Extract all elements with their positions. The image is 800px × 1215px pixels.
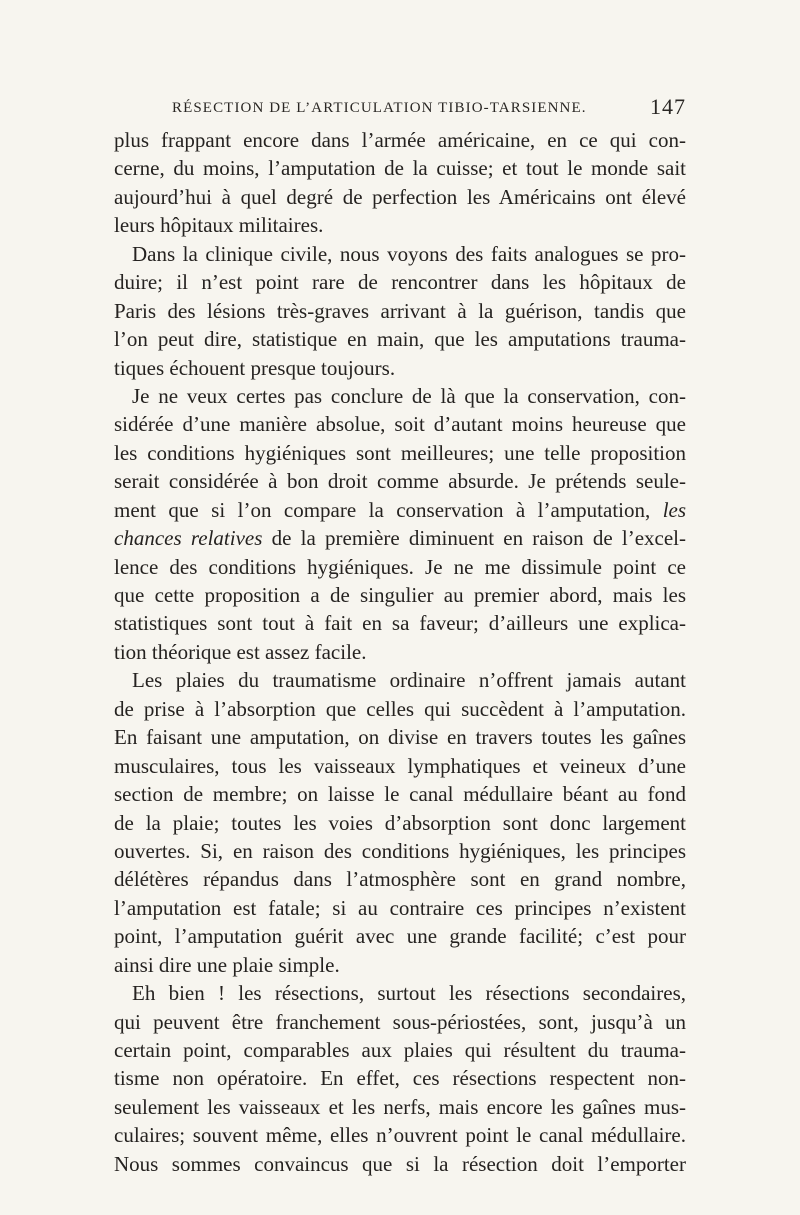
text-line: cerne, du moins, l’amputation de la cuisse; et tout le monde sait — [114, 156, 686, 181]
text-line: leurs hôpitaux militaires. — [114, 213, 324, 238]
body-text — [114, 126, 686, 1178]
text-line-with-italic-end — [114, 496, 686, 524]
text-line: Je ne veux certes pas conclure de là que la conservation, con- — [132, 383, 686, 408]
text-line: qui peuvent être franchement sous-périostées, sont, jusqu’à un — [114, 1009, 686, 1034]
paragraph-2 — [114, 240, 686, 382]
text-line: lence des conditions hygiéniques. Je ne me dissimule point ce — [114, 554, 686, 579]
text-line: duire; il n’est point rare de rencontrer dans les hôpitaux de — [114, 270, 686, 295]
italic-emphasis: chances relatives — [114, 526, 263, 551]
text-line: serait considérée à bon droit comme absurde. Je prétends seule- — [114, 469, 686, 494]
text-line: Nous sommes convaincus que si la résection doit l’emporter — [114, 1151, 686, 1176]
text-line: Dans la clinique civile, nous voyons des faits analogues se pro- — [132, 241, 686, 266]
text-line: point, l’amputation guérit avec une grande facilité; c’est pour — [114, 924, 686, 949]
text-line: ainsi dire une plaie simple. — [114, 952, 340, 977]
running-title: RÉSECTION DE L’ARTICULATION TIBIO-TARSIENNE. — [172, 100, 587, 116]
text-line: sidérée d’une manière absolue, soit d’autant moins heureuse que — [114, 412, 686, 437]
text-line: statistiques sont tout à fait en sa faveur; d’ailleurs une explica- — [114, 611, 686, 636]
text-line: de la plaie; toutes les voies d’absorption sont donc largement — [114, 810, 686, 835]
text-line: musculaires, tous les vaisseaux lymphatiques et veineux d’une — [114, 753, 686, 778]
text-line: délétères répandus dans l’atmosphère sont en grand nombre, — [114, 867, 686, 892]
running-head — [114, 96, 686, 126]
text-line: tiques échouent presque toujours. — [114, 355, 396, 380]
text-line: Paris des lésions très-graves arrivant à la guérison, tandis que — [114, 298, 686, 323]
text-line: plus frappant encore dans l’armée américaine, en ce qui con- — [114, 128, 686, 152]
text-line: que cette proposition a de singulier au premier abord, mais les — [114, 583, 686, 607]
paragraph-1 — [114, 126, 686, 240]
text-line: ouvertes. Si, en raison des conditions hygiéniques, les principes — [114, 838, 686, 863]
text-line: section de membre; on laisse le canal médullaire béant au fond — [114, 782, 686, 807]
paragraph-4 — [114, 666, 686, 979]
text-line: de prise à l’absorption que celles qui succèdent à l’amputation. — [114, 696, 686, 721]
text-line: certain point, comparables aux plaies qui résultent du trauma- — [114, 1038, 686, 1062]
text-line-with-italic-start — [114, 524, 686, 552]
text-line: tisme non opératoire. En effet, ces résections respectent non- — [114, 1066, 686, 1091]
text-fragment: ment que si l’on compare la conservation à l’amputation, — [114, 497, 651, 522]
text-fragment: de la première diminuent en raison de l’excel- — [271, 526, 686, 551]
text-line: En faisant une amputation, on divise en travers toutes les gaînes — [114, 725, 686, 750]
text-line: Eh bien ! les résections, surtout les résections secondaires, — [132, 981, 686, 1006]
paragraph-5 — [114, 979, 686, 1178]
page-number: 147 — [650, 94, 686, 119]
text-line: Les plaies du traumatisme ordinaire n’offrent jamais autant — [132, 668, 686, 693]
italic-emphasis: les — [662, 497, 686, 522]
text-line: aujourd’hui à quel degré de perfection les Américains ont élevé — [114, 184, 686, 209]
text-line: seulement les vaisseaux et les nerfs, mais encore les gaînes mus- — [114, 1094, 686, 1119]
text-line: l’amputation est fatale; si au contraire ces principes n’existent — [114, 895, 686, 920]
text-line: l’on peut dire, statistique en main, que les amputations trauma- — [114, 327, 686, 352]
paragraph-3 — [114, 382, 686, 666]
text-line: culaires; souvent même, elles n’ouvrent point le canal médullaire. — [114, 1123, 686, 1148]
text-line: tion théorique est assez facile. — [114, 639, 367, 664]
text-line: les conditions hygiéniques sont meilleures; une telle proposition — [114, 440, 686, 465]
